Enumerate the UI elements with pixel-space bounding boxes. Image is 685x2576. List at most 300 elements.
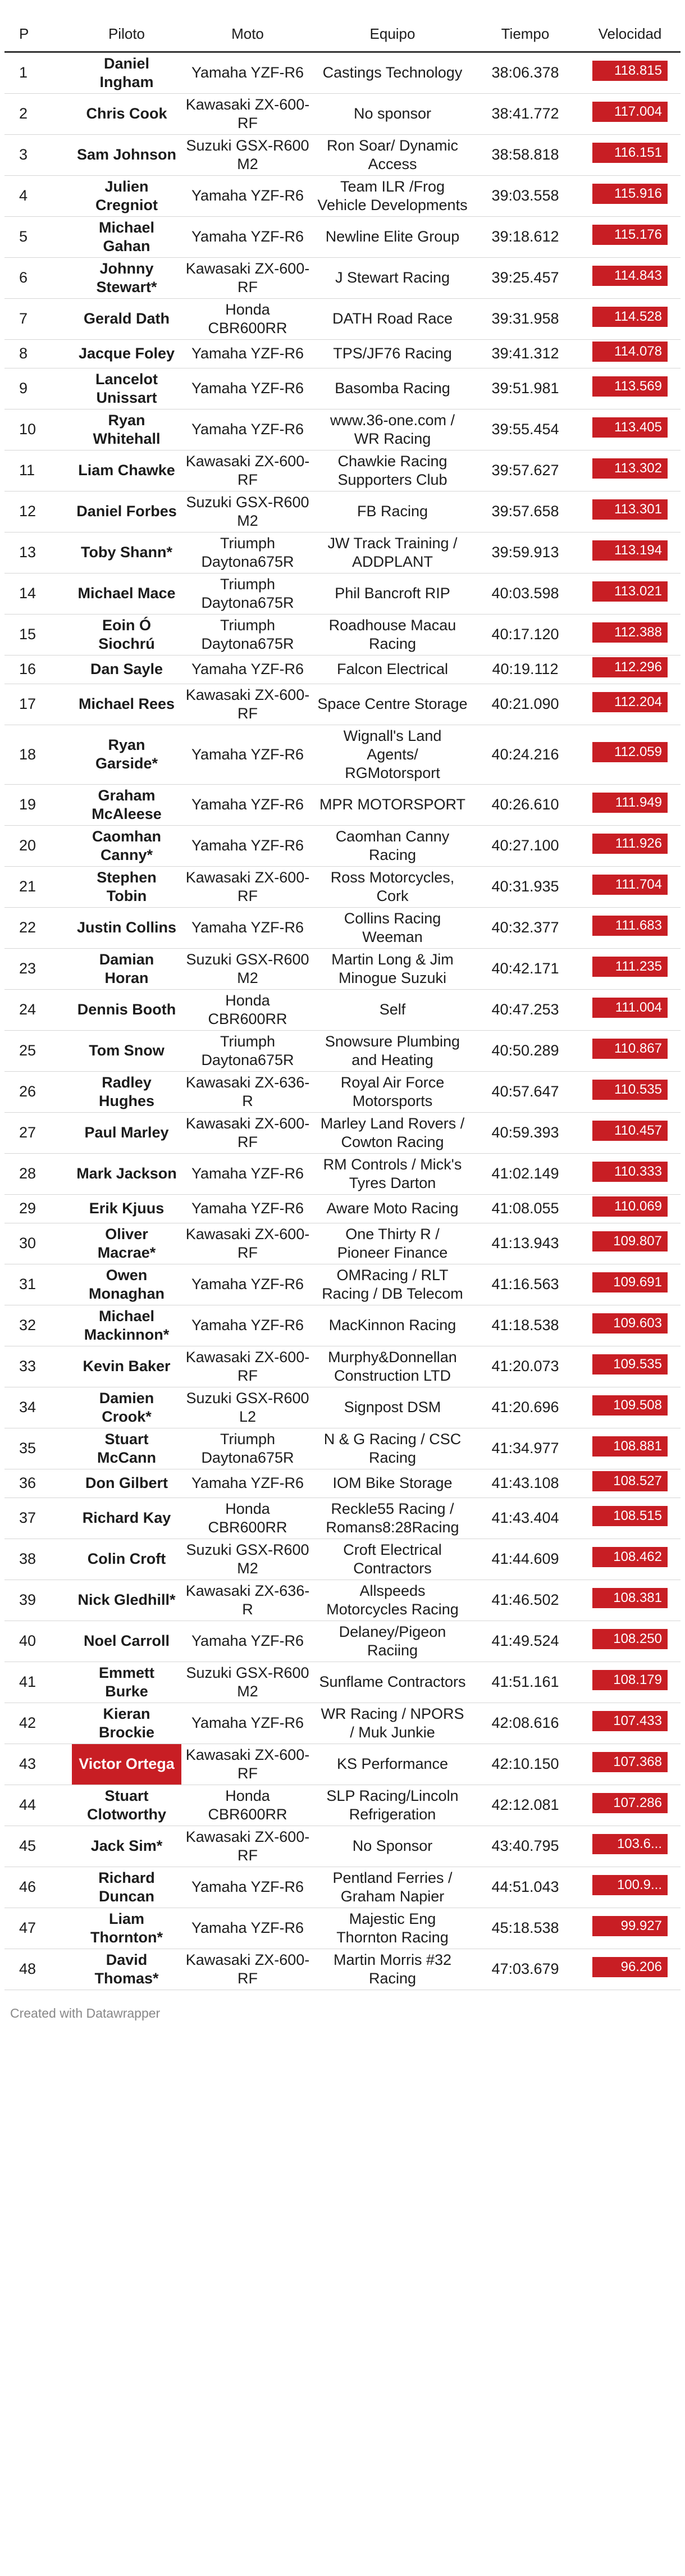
cell-time: 44:51.043	[471, 1867, 579, 1908]
speed-badge: 109.603	[592, 1313, 668, 1333]
cell-speed	[579, 1030, 681, 1071]
cell-time: 40:26.610	[471, 784, 579, 825]
cell-bike: Yamaha YZF-R6	[181, 907, 314, 948]
cell-bike: Kawasaki ZX-600-RF	[181, 1949, 314, 1990]
speed-badge: 114.078	[592, 342, 668, 362]
cell-rider: Liam Thornton*	[72, 1908, 181, 1949]
cell-team: J Stewart Racing	[314, 257, 471, 298]
cell-bike: Kawasaki ZX-600-RF	[181, 866, 314, 907]
cell-position: 21	[4, 866, 72, 907]
cell-bike: Kawasaki ZX-636-R	[181, 1071, 314, 1112]
cell-team: Wignall's Land Agents/ RGMotorsport	[314, 725, 471, 784]
speed-badge: 114.528	[592, 307, 668, 327]
cell-rider: Julien Cregniot	[72, 175, 181, 216]
table-row	[4, 257, 681, 298]
table-row	[4, 1949, 681, 1990]
cell-time: 42:12.081	[471, 1785, 579, 1826]
cell-team: No sponsor	[314, 93, 471, 134]
cell-rider: Daniel Forbes	[72, 491, 181, 532]
table-row	[4, 1071, 681, 1112]
cell-time: 40:59.393	[471, 1112, 579, 1153]
cell-speed	[579, 1469, 681, 1498]
cell-position: 11	[4, 450, 72, 491]
table-row	[4, 409, 681, 450]
cell-time: 41:18.538	[471, 1305, 579, 1346]
cell-speed	[579, 298, 681, 339]
cell-speed	[579, 1621, 681, 1662]
cell-team: Basomba Racing	[314, 368, 471, 409]
speed-badge: 110.069	[592, 1196, 668, 1217]
cell-rider: Damian Horan	[72, 948, 181, 989]
cell-speed	[579, 1264, 681, 1305]
table-row	[4, 1826, 681, 1867]
cell-position: 31	[4, 1264, 72, 1305]
cell-position: 20	[4, 825, 72, 866]
cell-bike: Kawasaki ZX-600-RF	[181, 1744, 314, 1785]
cell-rider: Michael Mackinnon*	[72, 1305, 181, 1346]
cell-time: 47:03.679	[471, 1949, 579, 1990]
cell-rider: Liam Chawke	[72, 450, 181, 491]
cell-rider: Ryan Garside*	[72, 725, 181, 784]
cell-speed	[579, 1539, 681, 1580]
cell-rider: Richard Duncan	[72, 1867, 181, 1908]
cell-position: 23	[4, 948, 72, 989]
cell-team: Newline Elite Group	[314, 216, 471, 257]
cell-bike: Triumph Daytona675R	[181, 1428, 314, 1469]
cell-time: 43:40.795	[471, 1826, 579, 1867]
cell-time: 45:18.538	[471, 1908, 579, 1949]
cell-team: Sunflame Contractors	[314, 1662, 471, 1703]
table-row	[4, 1703, 681, 1744]
cell-speed	[579, 1346, 681, 1387]
cell-bike: Yamaha YZF-R6	[181, 216, 314, 257]
cell-team: FB Racing	[314, 491, 471, 532]
table-row	[4, 52, 681, 93]
table-header	[4, 17, 681, 52]
cell-bike: Yamaha YZF-R6	[181, 409, 314, 450]
speed-badge: 109.691	[592, 1272, 668, 1292]
cell-rider: Jack Sim*	[72, 1826, 181, 1867]
cell-speed	[579, 684, 681, 725]
cell-bike: Suzuki GSX-R600 L2	[181, 1387, 314, 1428]
table-row	[4, 1908, 681, 1949]
cell-time: 38:41.772	[471, 93, 579, 134]
header-position[interactable]: P	[4, 17, 72, 52]
cell-team: RM Controls / Mick's Tyres Darton	[314, 1153, 471, 1194]
cell-bike: Suzuki GSX-R600 M2	[181, 491, 314, 532]
table-row	[4, 784, 681, 825]
cell-speed	[579, 1223, 681, 1264]
header-time[interactable]: Tiempo	[471, 17, 579, 52]
cell-team: Aware Moto Racing	[314, 1194, 471, 1223]
cell-speed	[579, 1744, 681, 1785]
cell-rider: Erik Kjuus	[72, 1194, 181, 1223]
cell-position: 25	[4, 1030, 72, 1071]
cell-speed	[579, 1428, 681, 1469]
speed-badge: 115.916	[592, 184, 668, 204]
cell-speed	[579, 1867, 681, 1908]
table-row	[4, 298, 681, 339]
cell-team: TPS/JF76 Racing	[314, 339, 471, 368]
speed-badge: 111.683	[592, 916, 668, 936]
cell-rider: Lancelot Unissart	[72, 368, 181, 409]
cell-position: 44	[4, 1785, 72, 1826]
cell-team: DATH Road Race	[314, 298, 471, 339]
cell-position: 30	[4, 1223, 72, 1264]
cell-speed	[579, 93, 681, 134]
table-row	[4, 1030, 681, 1071]
cell-bike: Yamaha YZF-R6	[181, 175, 314, 216]
table-row	[4, 175, 681, 216]
speed-badge: 109.807	[592, 1231, 668, 1251]
cell-bike: Suzuki GSX-R600 M2	[181, 1539, 314, 1580]
header-team[interactable]: Equipo	[314, 17, 471, 52]
table-row	[4, 1264, 681, 1305]
cell-position: 5	[4, 216, 72, 257]
cell-bike: Kawasaki ZX-600-RF	[181, 257, 314, 298]
table-row	[4, 573, 681, 614]
speed-badge: 115.176	[592, 225, 668, 245]
cell-time: 40:19.112	[471, 655, 579, 684]
cell-speed	[579, 1949, 681, 1990]
header-rider[interactable]: Piloto	[72, 17, 181, 52]
speed-badge: 112.296	[592, 657, 668, 677]
table-row	[4, 134, 681, 175]
cell-rider: Don Gilbert	[72, 1469, 181, 1498]
table-row	[4, 907, 681, 948]
cell-bike: Kawasaki ZX-600-RF	[181, 450, 314, 491]
cell-time: 41:20.073	[471, 1346, 579, 1387]
speed-badge: 99.927	[592, 1916, 668, 1936]
cell-bike: Yamaha YZF-R6	[181, 1703, 314, 1744]
cell-bike: Yamaha YZF-R6	[181, 368, 314, 409]
cell-time: 39:31.958	[471, 298, 579, 339]
cell-time: 39:57.627	[471, 450, 579, 491]
table-row	[4, 1785, 681, 1826]
table-row	[4, 1346, 681, 1387]
table-row	[4, 93, 681, 134]
cell-rider: Stephen Tobin	[72, 866, 181, 907]
cell-position: 15	[4, 614, 72, 655]
cell-position: 4	[4, 175, 72, 216]
cell-speed	[579, 52, 681, 93]
cell-position: 39	[4, 1580, 72, 1621]
speed-badge: 110.333	[592, 1162, 668, 1182]
cell-speed	[579, 409, 681, 450]
cell-time: 40:03.598	[471, 573, 579, 614]
table-row	[4, 216, 681, 257]
cell-position: 42	[4, 1703, 72, 1744]
table-row	[4, 1662, 681, 1703]
cell-position: 13	[4, 532, 72, 573]
cell-rider: Sam Johnson	[72, 134, 181, 175]
cell-rider: Richard Kay	[72, 1498, 181, 1539]
cell-rider: Paul Marley	[72, 1112, 181, 1153]
cell-time: 40:47.253	[471, 989, 579, 1030]
speed-badge: 113.302	[592, 458, 668, 479]
cell-bike: Honda CBR600RR	[181, 1498, 314, 1539]
cell-rider: Michael Gahan	[72, 216, 181, 257]
cell-rider: Colin Croft	[72, 1539, 181, 1580]
speed-badge: 108.250	[592, 1629, 668, 1649]
cell-team: Space Centre Storage	[314, 684, 471, 725]
table-row	[4, 1498, 681, 1539]
cell-team: Croft Electrical Contractors	[314, 1539, 471, 1580]
cell-rider: Emmett Burke	[72, 1662, 181, 1703]
cell-speed	[579, 1662, 681, 1703]
cell-speed	[579, 1908, 681, 1949]
cell-position: 27	[4, 1112, 72, 1153]
cell-speed	[579, 1305, 681, 1346]
speed-badge: 110.457	[592, 1121, 668, 1141]
cell-time: 41:13.943	[471, 1223, 579, 1264]
cell-time: 39:41.312	[471, 339, 579, 368]
cell-team: Pentland Ferries / Graham Napier	[314, 1867, 471, 1908]
cell-team: Self	[314, 989, 471, 1030]
cell-position: 34	[4, 1387, 72, 1428]
cell-position: 12	[4, 491, 72, 532]
cell-position: 47	[4, 1908, 72, 1949]
cell-bike: Triumph Daytona675R	[181, 532, 314, 573]
cell-rider: Stuart McCann	[72, 1428, 181, 1469]
cell-rider: Noel Carroll	[72, 1621, 181, 1662]
cell-team: OMRacing / RLT Racing / DB Telecom	[314, 1264, 471, 1305]
cell-time: 41:08.055	[471, 1194, 579, 1223]
cell-speed	[579, 1387, 681, 1428]
cell-time: 41:44.609	[471, 1539, 579, 1580]
cell-bike: Yamaha YZF-R6	[181, 52, 314, 93]
cell-speed	[579, 491, 681, 532]
header-speed[interactable]: Velocidad	[579, 17, 681, 52]
table-row	[4, 1153, 681, 1194]
cell-bike: Yamaha YZF-R6	[181, 1153, 314, 1194]
cell-team: Martin Morris #32 Racing	[314, 1949, 471, 1990]
cell-position: 26	[4, 1071, 72, 1112]
speed-badge: 113.021	[592, 581, 668, 602]
cell-position: 1	[4, 52, 72, 93]
table-row	[4, 1387, 681, 1428]
cell-team: Murphy&Donnellan Construction LTD	[314, 1346, 471, 1387]
cell-team: Marley Land Rovers / Cowton Racing	[314, 1112, 471, 1153]
table-row	[4, 1223, 681, 1264]
table-row	[4, 491, 681, 532]
cell-speed	[579, 1194, 681, 1223]
cell-team: IOM Bike Storage	[314, 1469, 471, 1498]
cell-time: 41:43.404	[471, 1498, 579, 1539]
cell-position: 6	[4, 257, 72, 298]
cell-time: 41:02.149	[471, 1153, 579, 1194]
cell-time: 38:06.378	[471, 52, 579, 93]
cell-time: 39:55.454	[471, 409, 579, 450]
cell-team: Martin Long & Jim Minogue Suzuki	[314, 948, 471, 989]
cell-bike: Triumph Daytona675R	[181, 614, 314, 655]
cell-speed	[579, 532, 681, 573]
cell-bike: Yamaha YZF-R6	[181, 1469, 314, 1498]
speed-badge: 107.433	[592, 1711, 668, 1731]
cell-team: Chawkie Racing Supporters Club	[314, 450, 471, 491]
cell-speed	[579, 1153, 681, 1194]
cell-bike: Yamaha YZF-R6	[181, 1867, 314, 1908]
cell-speed	[579, 948, 681, 989]
table-row	[4, 1539, 681, 1580]
cell-team: Reckle55 Racing / Romans8:28Racing	[314, 1498, 471, 1539]
cell-time: 39:03.558	[471, 175, 579, 216]
cell-time: 40:31.935	[471, 866, 579, 907]
cell-time: 40:27.100	[471, 825, 579, 866]
datawrapper-credit[interactable]: Created with Datawrapper	[10, 2005, 161, 2020]
cell-time: 42:10.150	[471, 1744, 579, 1785]
cell-time: 38:58.818	[471, 134, 579, 175]
cell-bike: Yamaha YZF-R6	[181, 1908, 314, 1949]
table-row	[4, 368, 681, 409]
cell-time: 39:57.658	[471, 491, 579, 532]
cell-bike: Suzuki GSX-R600 M2	[181, 1662, 314, 1703]
table-row	[4, 684, 681, 725]
cell-speed	[579, 450, 681, 491]
table-row	[4, 655, 681, 684]
cell-team: Castings Technology	[314, 52, 471, 93]
cell-rider: Graham McAleese	[72, 784, 181, 825]
cell-time: 40:21.090	[471, 684, 579, 725]
cell-position: 2	[4, 93, 72, 134]
speed-badge: 108.381	[592, 1588, 668, 1608]
speed-badge: 100.9...	[592, 1875, 668, 1895]
cell-time: 41:34.977	[471, 1428, 579, 1469]
cell-team: Phil Bancroft RIP	[314, 573, 471, 614]
cell-rider: Tom Snow	[72, 1030, 181, 1071]
cell-speed	[579, 1580, 681, 1621]
cell-bike: Honda CBR600RR	[181, 989, 314, 1030]
cell-team: Delaney/Pigeon Raciing	[314, 1621, 471, 1662]
speed-badge: 113.301	[592, 499, 668, 520]
table-row	[4, 989, 681, 1030]
cell-speed	[579, 725, 681, 784]
results-table	[4, 17, 681, 1990]
speed-badge: 103.6...	[592, 1834, 668, 1854]
cell-time: 41:16.563	[471, 1264, 579, 1305]
cell-rider: Ryan Whitehall	[72, 409, 181, 450]
cell-time: 40:17.120	[471, 614, 579, 655]
cell-bike: Yamaha YZF-R6	[181, 784, 314, 825]
cell-speed	[579, 1112, 681, 1153]
cell-bike: Honda CBR600RR	[181, 1785, 314, 1826]
cell-position: 37	[4, 1498, 72, 1539]
cell-rider: Jacque Foley	[72, 339, 181, 368]
cell-time: 39:51.981	[471, 368, 579, 409]
cell-rider: Kieran Brockie	[72, 1703, 181, 1744]
cell-speed	[579, 989, 681, 1030]
cell-position: 16	[4, 655, 72, 684]
speed-badge: 113.194	[592, 540, 668, 561]
cell-rider: Dan Sayle	[72, 655, 181, 684]
cell-position: 28	[4, 1153, 72, 1194]
cell-speed	[579, 655, 681, 684]
header-bike[interactable]: Moto	[181, 17, 314, 52]
cell-team: SLP Racing/Lincoln Refrigeration	[314, 1785, 471, 1826]
cell-team: MPR MOTORSPORT	[314, 784, 471, 825]
cell-position: 17	[4, 684, 72, 725]
cell-speed	[579, 257, 681, 298]
cell-rider: Radley Hughes	[72, 1071, 181, 1112]
cell-position: 19	[4, 784, 72, 825]
cell-rider: Kevin Baker	[72, 1346, 181, 1387]
cell-team: Ron Soar/ Dynamic Access	[314, 134, 471, 175]
cell-team: No Sponsor	[314, 1826, 471, 1867]
cell-team: www.36-one.com / WR Racing	[314, 409, 471, 450]
table-row	[4, 450, 681, 491]
cell-time: 40:57.647	[471, 1071, 579, 1112]
cell-team: MacKinnon Racing	[314, 1305, 471, 1346]
cell-team: JW Track Training / ADDPLANT	[314, 532, 471, 573]
cell-position: 35	[4, 1428, 72, 1469]
cell-rider: Nick Gledhill*	[72, 1580, 181, 1621]
header-row	[4, 17, 681, 52]
cell-bike: Triumph Daytona675R	[181, 1030, 314, 1071]
cell-position: 18	[4, 725, 72, 784]
cell-team: Collins Racing Weeman	[314, 907, 471, 948]
cell-speed	[579, 614, 681, 655]
speed-badge: 108.527	[592, 1471, 668, 1491]
cell-time: 41:43.108	[471, 1469, 579, 1498]
cell-speed	[579, 907, 681, 948]
cell-speed	[579, 368, 681, 409]
cell-speed	[579, 1703, 681, 1744]
speed-badge: 113.405	[592, 417, 668, 438]
cell-bike: Kawasaki ZX-600-RF	[181, 93, 314, 134]
cell-speed	[579, 175, 681, 216]
cell-bike: Kawasaki ZX-600-RF	[181, 1346, 314, 1387]
cell-rider: Oliver Macrae*	[72, 1223, 181, 1264]
speed-badge: 118.815	[592, 61, 668, 81]
cell-bike: Triumph Daytona675R	[181, 573, 314, 614]
cell-team: KS Performance	[314, 1744, 471, 1785]
cell-position: 41	[4, 1662, 72, 1703]
cell-rider: Eoin Ó Siochrú	[72, 614, 181, 655]
table-row	[4, 1580, 681, 1621]
cell-speed	[579, 216, 681, 257]
cell-speed	[579, 1826, 681, 1867]
speed-badge: 113.569	[592, 376, 668, 397]
cell-rider: Damien Crook*	[72, 1387, 181, 1428]
speed-badge: 111.004	[592, 998, 668, 1018]
cell-team: Roadhouse Macau Racing	[314, 614, 471, 655]
speed-badge: 108.462	[592, 1547, 668, 1567]
cell-time: 39:18.612	[471, 216, 579, 257]
cell-time: 39:59.913	[471, 532, 579, 573]
cell-speed	[579, 339, 681, 368]
cell-bike: Yamaha YZF-R6	[181, 1621, 314, 1662]
cell-position: 46	[4, 1867, 72, 1908]
cell-bike: Kawasaki ZX-600-RF	[181, 684, 314, 725]
cell-position: 43	[4, 1744, 72, 1785]
table-row	[4, 725, 681, 784]
table-row	[4, 1621, 681, 1662]
cell-team: Royal Air Force Motorsports	[314, 1071, 471, 1112]
table-row	[4, 866, 681, 907]
cell-time: 41:49.524	[471, 1621, 579, 1662]
cell-speed	[579, 825, 681, 866]
cell-bike: Yamaha YZF-R6	[181, 339, 314, 368]
cell-rider: Mark Jackson	[72, 1153, 181, 1194]
speed-badge: 110.535	[592, 1080, 668, 1100]
cell-time: 41:51.161	[471, 1662, 579, 1703]
cell-time: 40:50.289	[471, 1030, 579, 1071]
speed-badge: 111.704	[592, 875, 668, 895]
cell-rider: David Thomas*	[72, 1949, 181, 1990]
table-row	[4, 1469, 681, 1498]
cell-team: Caomhan Canny Racing	[314, 825, 471, 866]
table-row	[4, 1867, 681, 1908]
